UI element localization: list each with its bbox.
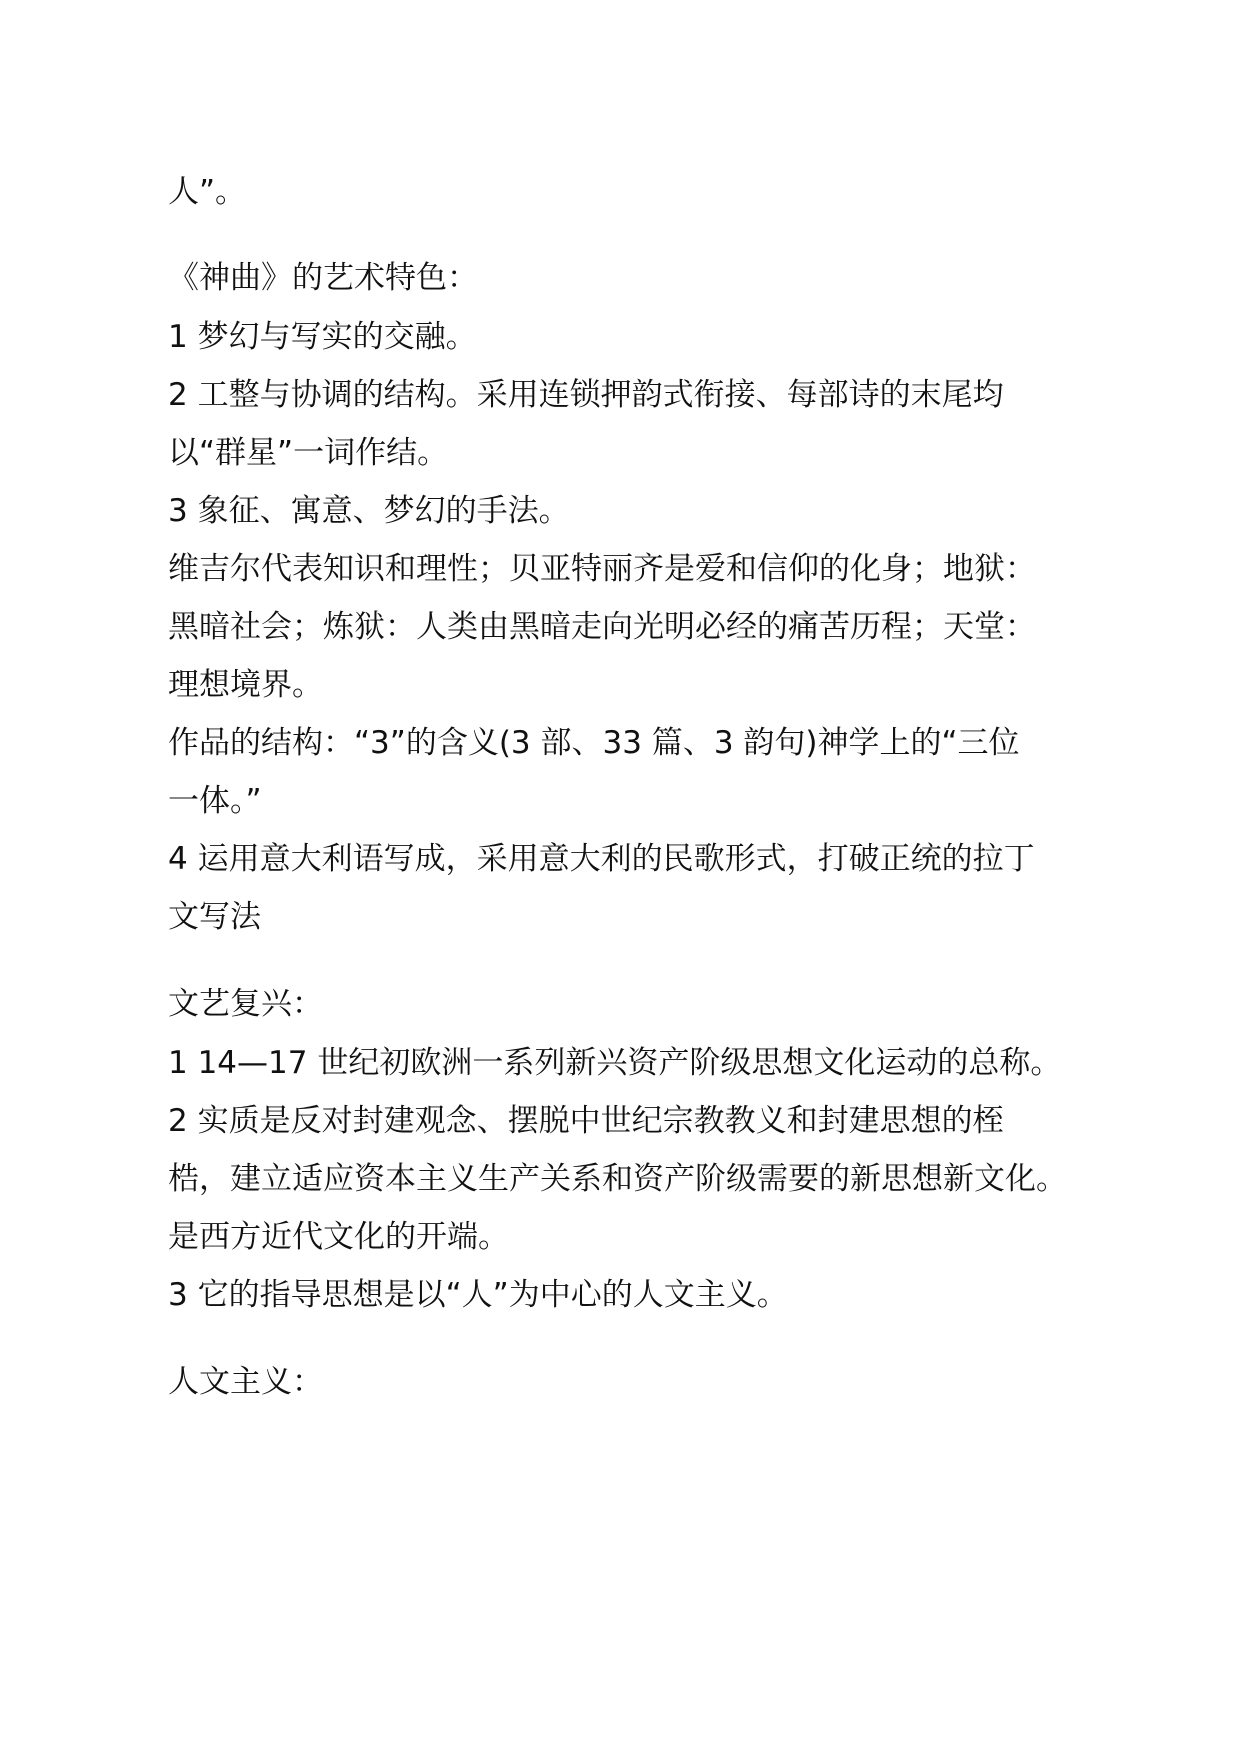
text-line: 文写法 bbox=[168, 899, 261, 935]
text-line: 4 运用意大利语写成，采用意大利的民歌形式，打破正统的拉丁 bbox=[168, 841, 1035, 877]
section-heading: 文艺复兴： bbox=[168, 986, 323, 1022]
text-line: 维吉尔代表知识和理性；贝亚特丽齐是爱和信仰的化身；地狱： bbox=[168, 551, 1036, 587]
section-heading: 《神曲》的艺术特色： bbox=[168, 260, 478, 296]
text-line: 黑暗社会；炼狱：人类由黑暗走向光明必经的痛苦历程；天堂： bbox=[168, 609, 1036, 645]
text-line: 人”。 bbox=[168, 174, 247, 210]
text-line: 是西方近代文化的开端。 bbox=[168, 1219, 509, 1255]
text-line: 一体。” bbox=[168, 783, 262, 819]
text-line: 1 梦幻与写实的交融。 bbox=[168, 319, 477, 355]
text-line: 梏，建立适应资本主义生产关系和资产阶级需要的新思想新文化。 bbox=[168, 1161, 1067, 1197]
section-heading: 人文主义： bbox=[168, 1364, 323, 1400]
text-line: 作品的结构：“3”的含义(3 部、33 篇、3 韵句)神学上的“三位 bbox=[168, 725, 1020, 761]
text-line: 1 14—17 世纪初欧洲一系列新兴资产阶级思想文化运动的总称。 bbox=[168, 1045, 1062, 1081]
text-line: 3 它的指导思想是以“人”为中心的人文主义。 bbox=[168, 1277, 788, 1313]
text-line: 以“群星”一词作结。 bbox=[168, 435, 449, 471]
text-line: 理想境界。 bbox=[168, 667, 323, 703]
text-line: 2 工整与协调的结构。采用连锁押韵式衔接、每部诗的末尾均 bbox=[168, 377, 1004, 413]
text-line: 3 象征、寓意、梦幻的手法。 bbox=[168, 493, 570, 529]
text-line: 2 实质是反对封建观念、摆脱中世纪宗教教义和封建思想的桎 bbox=[168, 1103, 1004, 1139]
